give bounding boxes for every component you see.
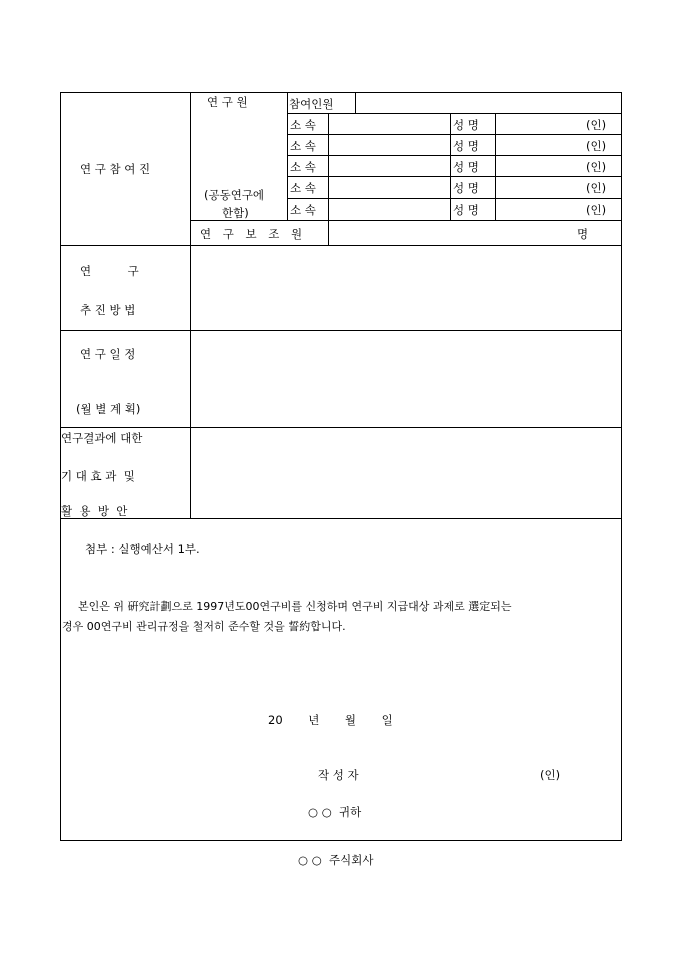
effects-label: 기 대 효 과 및 — [61, 469, 135, 483]
author-seal: (인) — [540, 768, 561, 782]
company-name: ○ ○ 주식회사 — [298, 853, 374, 867]
affiliation-field[interactable] — [329, 177, 450, 197]
method-label: 연 구 — [80, 264, 139, 278]
affiliation-label: 소 속 — [290, 118, 316, 132]
pledge-text: 본인은 위 硏究計劃으로 1997년도00연구비를 신청하며 연구비 지급대상 과제로 選定되는 — [78, 600, 512, 613]
seal-mark: (인) — [586, 160, 607, 174]
affiliation-label: 소 속 — [290, 181, 316, 195]
seal-mark: (인) — [586, 203, 607, 217]
assistant-unit: 명 — [577, 227, 589, 241]
schedule-field[interactable] — [191, 331, 621, 427]
joint-note: 한함) — [222, 206, 249, 220]
method-field[interactable] — [191, 246, 621, 330]
table-rule — [287, 92, 288, 220]
member-count-label: 참여인원 — [289, 97, 334, 111]
participants-label: 연 구 참 여 진 — [80, 162, 151, 176]
effects-label: 활 용 방 안 — [61, 504, 128, 518]
table-rule — [450, 113, 451, 220]
author-label: 작 성 자 — [318, 768, 359, 782]
assistant-label: 연 구 보 조 원 — [200, 227, 303, 241]
affiliation-field[interactable] — [329, 114, 450, 134]
affiliation-field[interactable] — [329, 156, 450, 176]
affiliation-field[interactable] — [329, 135, 450, 155]
seal-mark: (인) — [586, 118, 607, 132]
seal-mark: (인) — [586, 139, 607, 153]
seal-mark: (인) — [586, 181, 607, 195]
name-label: 성 명 — [453, 139, 479, 153]
schedule-label: (월 별 계 획) — [76, 402, 141, 416]
effects-label: 연구결과에 대한 — [61, 431, 143, 445]
affiliation-label: 소 속 — [290, 160, 316, 174]
name-label: 성 명 — [453, 160, 479, 174]
pledge-text: 경우 00연구비 관리규정을 철저히 준수할 것을 誓約합니다. — [62, 620, 346, 633]
table-rule — [60, 518, 622, 519]
method-label: 추 진 방 법 — [80, 303, 136, 317]
name-label: 성 명 — [453, 203, 479, 217]
date-line: 20 년 월 일 — [268, 713, 393, 727]
attachment-note: 첨부 : 실행예산서 1부. — [85, 542, 200, 556]
member-count-field[interactable] — [356, 93, 621, 113]
affiliation-field[interactable] — [329, 199, 450, 219]
affiliation-label: 소 속 — [290, 203, 316, 217]
recipient: ○ ○ 귀하 — [308, 805, 362, 819]
joint-note: (공동연구에 — [204, 188, 265, 202]
affiliation-label: 소 속 — [290, 139, 316, 153]
name-label: 성 명 — [453, 181, 479, 195]
name-label: 성 명 — [453, 118, 479, 132]
effects-field[interactable] — [191, 428, 621, 518]
schedule-label: 연 구 일 정 — [80, 347, 136, 361]
researcher-label: 연 구 원 — [207, 95, 248, 109]
